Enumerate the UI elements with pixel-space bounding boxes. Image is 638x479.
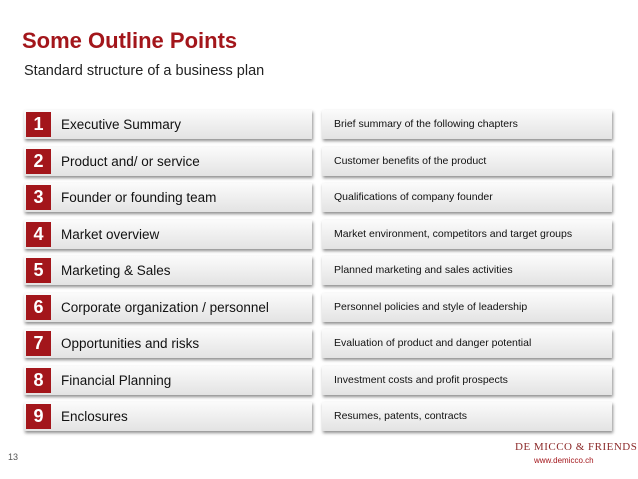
topic-label: Product and/ or service xyxy=(61,153,200,169)
slide-title: Some Outline Points xyxy=(22,28,238,53)
description-box xyxy=(322,329,612,358)
description-box xyxy=(322,147,612,176)
row-number: 2 xyxy=(26,149,51,174)
slide-subtitle: Standard structure of a business plan xyxy=(24,63,265,79)
company-url[interactable]: www.demicco.ch xyxy=(534,456,594,465)
outline-row xyxy=(24,366,614,395)
topic-label: Opportunities and risks xyxy=(61,336,200,351)
topic-box xyxy=(24,293,312,322)
outline-row xyxy=(24,329,614,358)
description-label: Qualifications of company founder xyxy=(334,191,493,203)
description-box xyxy=(322,402,612,431)
description-box xyxy=(322,366,612,395)
description-box xyxy=(322,256,612,285)
row-number: 3 xyxy=(26,185,51,210)
row-number: 4 xyxy=(26,222,51,247)
row-number: 6 xyxy=(26,295,51,320)
outline-row xyxy=(24,256,614,285)
row-number: 9 xyxy=(26,404,51,429)
topic-label: Market overview xyxy=(61,226,160,242)
description-label: Personnel policies and style of leadership xyxy=(334,300,528,313)
description-box xyxy=(322,293,612,322)
topic-box xyxy=(24,256,312,285)
description-label: Evaluation of product and danger potential xyxy=(334,337,532,349)
outline-row xyxy=(24,293,614,322)
row-number: 7 xyxy=(26,331,51,356)
outline-row xyxy=(24,220,614,249)
topic-label: Corporate organization / personnel xyxy=(61,299,269,315)
outline-row xyxy=(24,402,614,431)
topic-label: Financial Planning xyxy=(61,372,172,388)
description-label: Brief summary of the following chapters xyxy=(334,118,518,130)
topic-box xyxy=(24,366,312,395)
outline-row xyxy=(24,147,614,176)
description-label: Planned marketing and sales activities xyxy=(334,264,513,276)
topic-box xyxy=(24,220,312,249)
topic-box xyxy=(24,329,312,358)
topic-label: Enclosures xyxy=(61,409,128,424)
topic-label: Executive Summary xyxy=(61,117,182,132)
outline-row xyxy=(24,183,614,212)
topic-box xyxy=(24,402,312,431)
description-box xyxy=(322,110,612,139)
topic-box xyxy=(24,183,312,212)
description-label: Customer benefits of the product xyxy=(334,154,487,167)
row-number: 5 xyxy=(26,258,51,283)
description-box xyxy=(322,220,612,249)
row-number: 8 xyxy=(26,368,51,393)
topic-box xyxy=(24,147,312,176)
topic-label: Marketing & Sales xyxy=(61,263,171,278)
description-box xyxy=(322,183,612,212)
outline-row xyxy=(24,110,614,139)
topic-box xyxy=(24,110,312,139)
description-label: Resumes, patents, contracts xyxy=(334,410,468,422)
description-label: Market environment, competitors and target groups xyxy=(334,227,573,240)
description-label: Investment costs and profit prospects xyxy=(334,373,508,386)
topic-label: Founder or founding team xyxy=(61,190,217,205)
page-number: 13 xyxy=(8,452,19,462)
company-logo: DE MICCO & FRIENDS xyxy=(515,441,638,453)
row-number: 1 xyxy=(26,112,51,137)
